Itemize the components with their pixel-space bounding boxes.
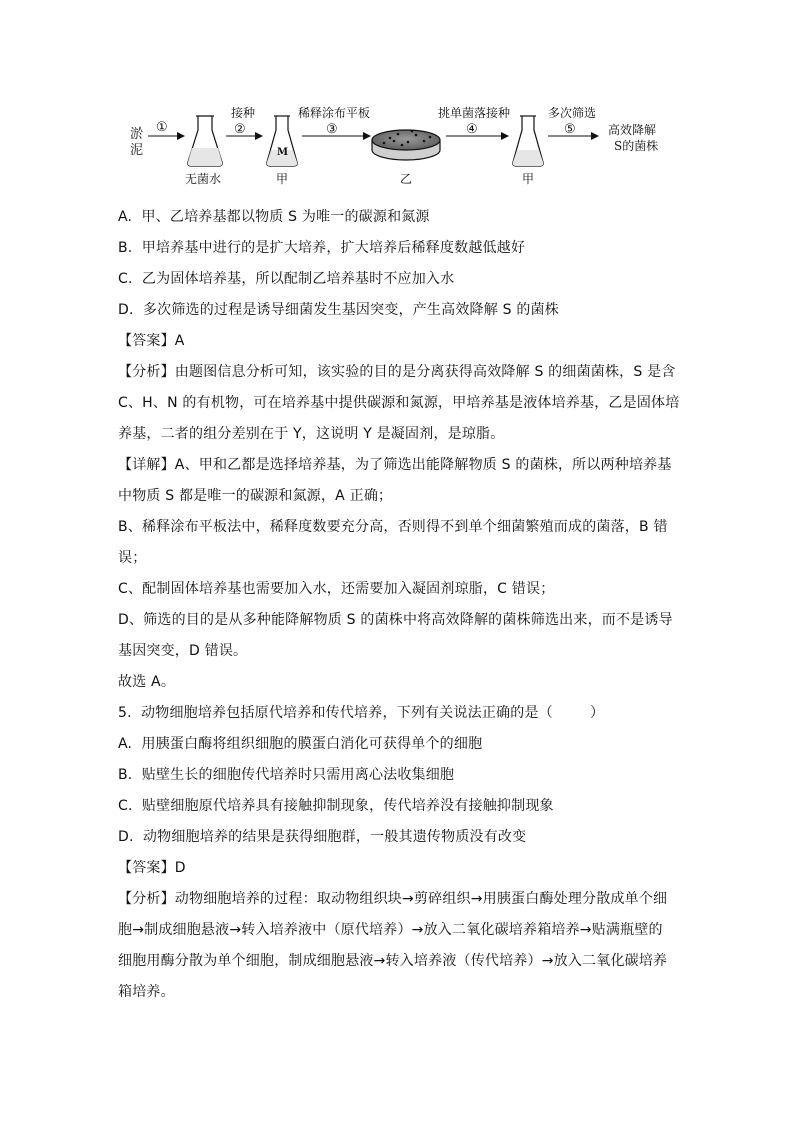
option-b: B. 甲培养基中进行的是扩大培养，扩大培养后稀释度数越低越好 [118,240,526,256]
step-4-label: 挑单菌落接种 [438,106,511,120]
option-a: A. 甲、乙培养基都以物质 S 为唯一的碳源和氮源 [118,209,430,225]
question-5-stem: 5. 动物细胞培养包括原代培养和传代培养，下列有关说法正确的是（ ） [118,705,605,721]
detail-line-3: B、稀释涂布平板法中，稀释度数要充分高，否则得不到单个细菌繁殖而成的菌落，B 错 [118,519,668,535]
end-label-2: S的菌株 [614,139,659,153]
vessel-label-1: 无菌水 [185,172,222,186]
q5-analysis-line-2: 胞→制成细胞悬液→转入培养液中（原代培养）→放入二氧化碳培养箱培养→贴满瓶壁的 [118,922,663,938]
detail-line-7: 基因突变，D 错误。 [118,643,248,659]
vessel-label-4: 甲 [522,172,535,186]
step-5-label: 多次筛选 [548,106,597,120]
start-label-2: 泥 [130,143,144,158]
flask-mark: M [277,147,289,158]
q5-answer-line: 【答案】D [118,860,186,876]
experiment-flow-diagram [128,104,668,190]
q5-option-a: A. 用胰蛋白酶将组织细胞的膜蛋白消化可获得单个的细胞 [118,736,483,752]
vessel-label-3: 乙 [400,172,413,186]
detail-line-4: 误； [118,550,147,566]
step-5-number: ⑤ [564,122,576,137]
step-4-number: ④ [466,122,478,137]
q5-option-b: B. 贴壁生长的细胞传代培养时只需用离心法收集细胞 [118,767,455,783]
step-1-number: ① [156,120,168,135]
petri-dish-icon [372,130,440,160]
start-label-1: 淤 [130,127,144,142]
vessel-label-2: 甲 [276,172,289,186]
end-label-1: 高效降解 [608,123,657,137]
option-c: C. 乙为固体培养基，所以配制乙培养基时不应加入水 [118,271,455,287]
detail-line-6: D、筛选的目的是从多种能降解物质 S 的菌株中将高效降解的菌株筛选出来，而不是诱导 [118,612,673,628]
q5-analysis-line-1: 【分析】动物细胞培养的过程：取动物组织块→剪碎组织→用胰蛋白酶处理分散成单个细 [118,891,668,907]
answer-line: 【答案】A [118,333,185,349]
q5-option-d: D. 动物细胞培养的结果是获得细胞群，一般其遗传物质没有改变 [118,829,527,845]
analysis-line-2: C、H、N 的有机物，可在培养基中提供碳源和氮源，甲培养基是液体培养基，乙是固体培 [118,395,680,411]
detail-line-2: 中物质 S 都是唯一的碳源和氮源，A 正确； [118,488,393,504]
choice-line: 故选 A。 [118,674,176,690]
flow-diagram-svg [128,104,668,190]
q5-analysis-line-3: 细胞用酶分散为单个细胞，制成细胞悬液→转入培养液（传代培养）→放入二氧化碳培养 [118,953,668,969]
option-d: D. 多次筛选的过程是诱导细菌发生基因突变，产生高效降解 S 的菌株 [118,302,559,318]
analysis-line-3: 养基，二者的组分差别在于 Y，这说明 Y 是凝固剂，是琼脂。 [118,426,505,442]
detail-line-5: C、配制固体培养基也需要加入水，还需要加入凝固剂琼脂，C 错误； [118,581,555,597]
step-3-label: 稀释涂布平板 [298,106,371,120]
flask-medium-a-2-icon [513,116,543,166]
question-content [118,202,678,1008]
step-2-number: ② [234,122,246,137]
analysis-line-1: 【分析】由题图信息分析可知，该实验的目的是分离获得高效降解 S 的细菌菌株，S 是含 [118,364,676,380]
flask-medium-a-icon [267,116,297,166]
step-2-label: 接种 [231,106,256,120]
q5-option-c: C. 贴壁细胞原代培养具有接触抑制现象，传代培养没有接触抑制现象 [118,798,554,814]
flask-sterile-water-icon [188,116,222,166]
detail-line-1: 【详解】A、甲和乙都是选择培养基，为了筛选出能降解物质 S 的菌株，所以两种培养基 [118,457,672,473]
q5-analysis-line-4: 箱培养。 [118,984,175,1000]
step-3-number: ③ [326,122,338,137]
